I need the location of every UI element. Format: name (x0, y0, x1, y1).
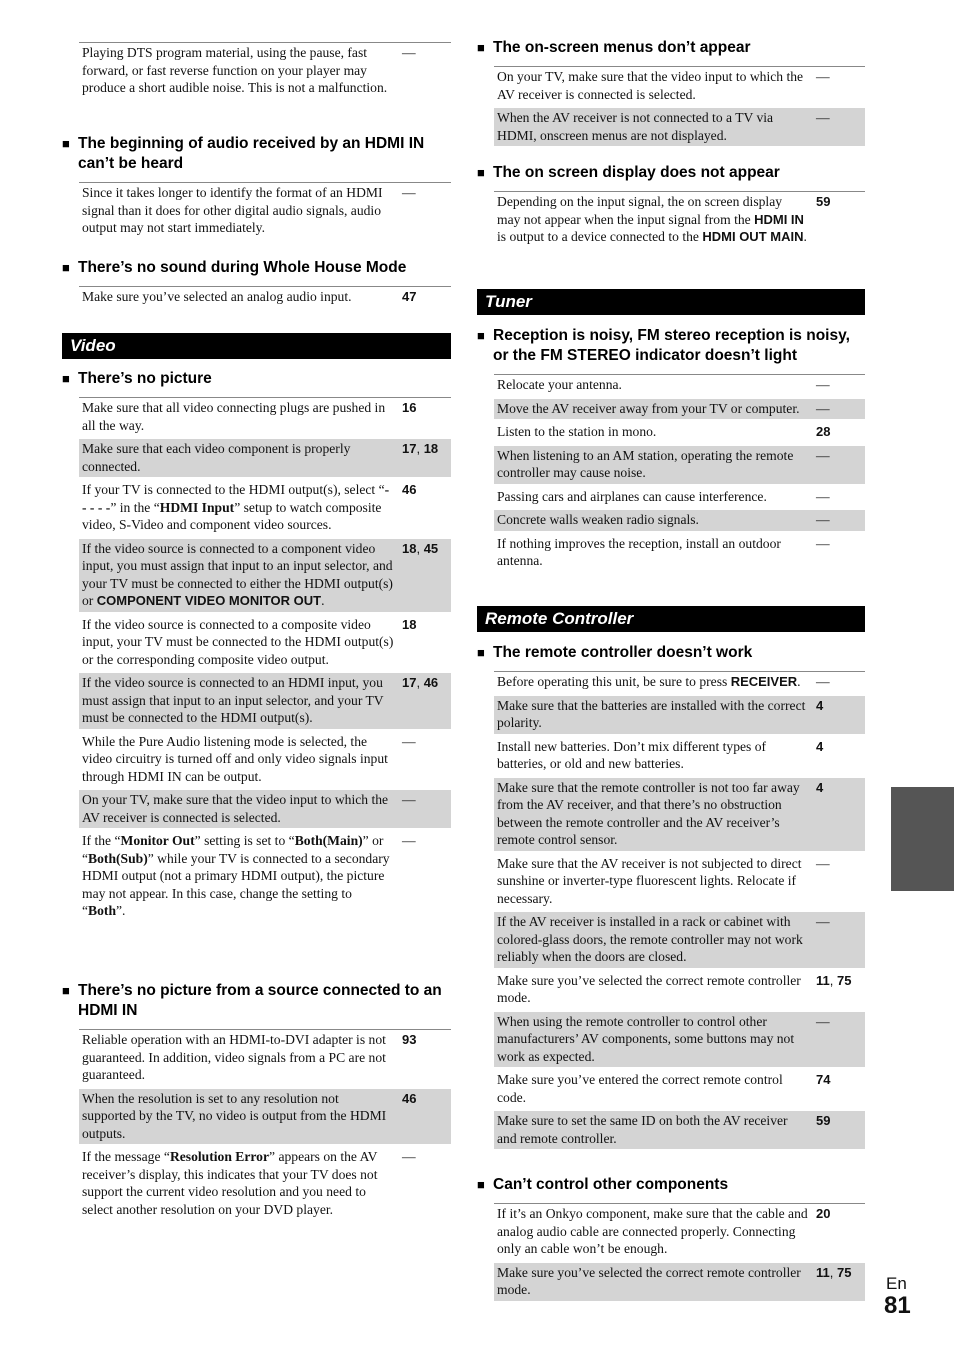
table-row: Make sure you’ve selected the correct remote controller mode. 11, 75 (494, 1263, 865, 1301)
table-row: Listen to the station in mono. 28 (497, 424, 831, 439)
table-row: Make sure that each video component is properly connected. 17, 18 (79, 439, 451, 477)
reception-section (477, 326, 865, 572)
table-row: When the resolution is set to any resolution not supported by the TV, no video is output from the HDMI outputs. 46 (79, 1089, 451, 1145)
table-row: If the video source is connected to a component video input, you must assign that input to an input selector, and your TV must be connected to either the HDMI output(s) or COMPONENT VIDEO MONITOR OUT. 18, 45 (79, 539, 451, 612)
table-row: If the message “Resolution Error” appears on the AV receiver’s display, this indicates that your TV does not support the current video resolution and you need to select another resolution on your DVD player. — (82, 1149, 416, 1217)
black-square-icon: ■ (477, 328, 485, 343)
onscreen-display-section (477, 163, 865, 248)
table-row: If the AV receiver is installed in a rack or cabinet with colored-glass doors, the remote controller may not work reliably when the doors are closed. — (494, 912, 865, 968)
black-square-icon: ■ (477, 1177, 485, 1192)
section-band-video: Video (62, 333, 451, 359)
section-band-tuner: Tuner (477, 289, 865, 315)
section-heading: ■ There’s no sound during Whole House Mode (62, 259, 407, 276)
table-row: Make sure you’ve selected an analog audio input. 47 (82, 289, 417, 304)
table-row: If nothing improves the reception, install an outdoor antenna. — (497, 535, 830, 568)
table-row: Make sure that the remote controller is not too far away from the AV receiver, and that there’s no obstruction between the remote controller and the AV receiver’s remote control sensor. 4 (494, 778, 865, 851)
section-heading: ■ The on-screen menus don’t appear (477, 39, 751, 56)
table-row: If the video source is connected to an HDMI input, you must assign that input to an input selector, and your TV must be connected to the HDMI output(s). 17, 46 (79, 673, 451, 729)
section-heading: ■ The remote controller doesn’t work (477, 644, 753, 661)
table-row: On your TV, make sure that the video input to which the AV receiver is connected is selected. — (79, 790, 451, 828)
troubleshooting-table (494, 66, 865, 146)
section-heading: ■ Reception is noisy, FM stereo reception is noisy, or the FM STEREO indicator doesn’t light (477, 327, 850, 364)
troubleshooting-table (79, 397, 451, 922)
table-row: If the video source is connected to a composite video input, your TV must be connected to the HDMI output(s) or the corresponding composite video output. 18 (82, 616, 417, 667)
troubleshooting-table (79, 42, 451, 99)
troubleshooting-table (494, 191, 865, 248)
table-row: If your TV is connected to the HDMI output(s), select “- - - - -” in the “HDMI Input” setup to watch composite video, S-Video and component video sources. 46 (82, 482, 417, 532)
table-row: Make sure that the AV receiver is not subjected to direct sunshine or inverter-type fluorescent lights. Relocate if necessary. — (497, 855, 830, 906)
black-square-icon: ■ (477, 645, 485, 660)
table-row: Move the AV receiver away from your TV or computer. — (494, 399, 865, 420)
hdmi-audio-section (62, 134, 451, 239)
whole-house-section (62, 258, 451, 308)
table-row: On your TV, make sure that the video input to which the AV receiver is connected is selected. — (497, 69, 830, 102)
no-picture-section (62, 369, 451, 922)
table-row: When using the remote controller to control other manufacturers’ AV components, some buttons may not work as expected. — (494, 1012, 865, 1068)
troubleshooting-table (79, 286, 451, 308)
table-row: Make sure that all video connecting plugs are pushed in all the way. 16 (82, 400, 417, 433)
table-row: Make sure you’ve selected the correct remote controller mode. 11, 75 (497, 972, 852, 1005)
troubleshooting-table (494, 671, 865, 1149)
section-heading: ■ There’s no picture from a source connected to an HDMI IN (62, 982, 442, 1019)
remote-section (477, 643, 865, 1149)
table-row: If it’s an Onkyo component, make sure that the cable and analog audio cable are connected properly. Connecting only an cable won’t be enough. 20 (497, 1206, 831, 1256)
troubleshooting-table (494, 374, 865, 572)
table-row: Concrete walls weaken radio signals. — (494, 510, 865, 531)
other-components-section (477, 1175, 865, 1301)
dts-noise-section (62, 42, 451, 99)
table-row: Reliable operation with an HDMI-to-DVI adapter is not guaranteed. In addition, video signals from a PC are not guaranteed. 93 (82, 1032, 417, 1082)
table-row: Relocate your antenna. — (497, 377, 830, 392)
troubleshooting-table (79, 182, 451, 239)
table-row: Make sure that the batteries are installed with the correct polarity. 4 (494, 696, 865, 734)
black-square-icon: ■ (62, 371, 70, 386)
table-row: When the AV receiver is not connected to a TV via HDMI, onscreen menus are not displayed. — (494, 108, 865, 146)
table-row: If the “Monitor Out” setting is set to “Both(Main)” or “Both(Sub)” while your TV is connected to a secondary HDMI output (not a primary HDMI output), the picture may not appear. In this case, change the setting to “Both”. — (82, 833, 416, 918)
section-heading: ■ Can’t control other components (477, 1176, 729, 1193)
table-row: Depending on the input signal, the on screen display may not appear when the input signal from the HDMI IN is output to a device connected to the HDMI OUT MAIN. 59 (497, 194, 831, 244)
section-band-remote-controller: Remote Controller (477, 606, 865, 632)
table-row: While the Pure Audio listening mode is selected, the video circuitry is turned off and only video signals input through HDMI IN can be output. — (82, 733, 416, 784)
table-row: Playing DTS program material, using the pause, fast forward, or fast reverse function on your player may produce a short audible noise. This is not a malfunction. — (82, 45, 416, 95)
black-square-icon: ■ (62, 136, 70, 151)
table-row: Before operating this unit, be sure to press RECEIVER. — (497, 674, 830, 689)
chapter-tab (891, 787, 954, 891)
table-row: Since it takes longer to identify the format of an HDMI signal than it does for other digital audio signals, audio output may not start immediately. — (82, 185, 416, 235)
table-row: When listening to an AM station, operating the remote controller may cause noise. — (494, 446, 865, 484)
table-row: Install new batteries. Don’t mix different types of batteries, or old and new batteries. 4 (497, 738, 824, 771)
page-language: En (886, 1274, 907, 1293)
page-number: 81 (884, 1292, 911, 1319)
troubleshooting-table (494, 1203, 865, 1301)
section-heading: ■ The beginning of audio received by an HDMI IN can’t be heard (62, 135, 425, 172)
table-row: Make sure to set the same ID on both the AV receiver and remote controller. 59 (494, 1111, 865, 1149)
section-heading: ■ The on screen display does not appear (477, 164, 780, 181)
black-square-icon: ■ (477, 165, 485, 180)
black-square-icon: ■ (62, 983, 70, 998)
black-square-icon: ■ (62, 260, 70, 275)
onscreen-menus-section (477, 38, 865, 146)
no-picture-hdmi-section (62, 981, 451, 1220)
section-heading: ■ There’s no picture (62, 370, 212, 387)
table-row: Make sure you’ve entered the correct remote control code. 74 (497, 1072, 831, 1105)
black-square-icon: ■ (477, 40, 485, 55)
troubleshooting-table (79, 1029, 451, 1220)
table-row: Passing cars and airplanes can cause interference. — (497, 488, 830, 504)
